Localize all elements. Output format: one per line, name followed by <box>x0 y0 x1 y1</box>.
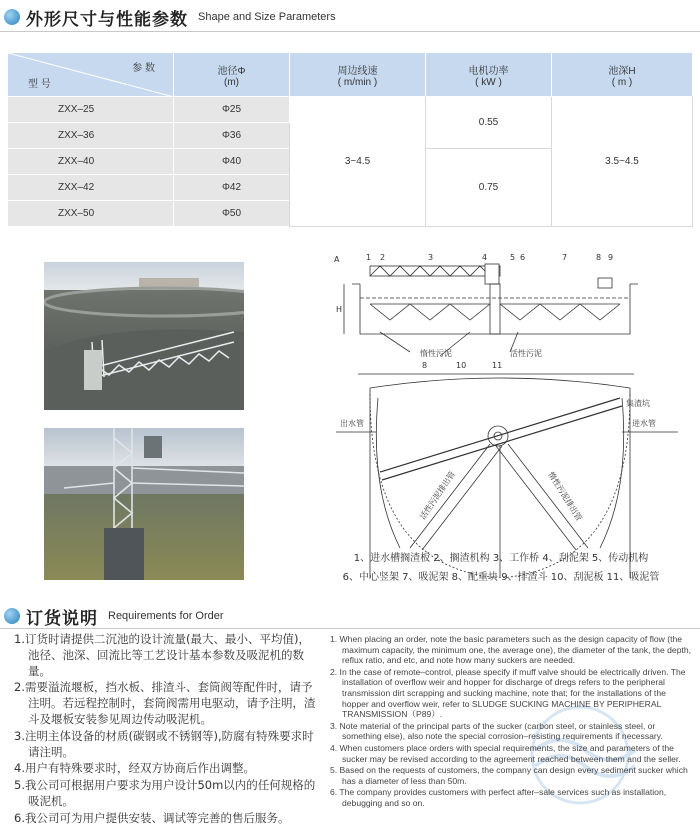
model-cell: ZXX–50 <box>8 201 174 227</box>
diameter-cell: Φ25 <box>174 97 290 123</box>
speed-cell: 3~4.5 <box>290 97 426 227</box>
table-row <box>8 97 693 123</box>
parameter-table <box>7 52 693 227</box>
diagram-number: 11 <box>492 361 503 370</box>
bullet-icon <box>4 9 20 25</box>
diagram-legend-line-2: 6、中心竖架 7、吸泥架 8、配重块 9、排渣斗 10、刮泥板 11、吸泥管 <box>342 572 660 583</box>
diagram-label-inlet: 进水管 <box>632 419 656 428</box>
diagram-label-a: A <box>334 255 340 264</box>
diagram-number: 8 <box>422 361 428 370</box>
section-header-parameters <box>0 4 336 30</box>
table-corner-header <box>8 53 174 97</box>
product-photo-1 <box>44 262 244 410</box>
list-item: 5.我公司可根据用户要求为用户设计50m以内的任何规格的吸泥机。 <box>14 778 316 808</box>
corner-label-params: 参 数 <box>132 63 155 74</box>
list-item: 4.用户有特殊要求时，经双方协商后作出调整。 <box>14 761 255 776</box>
list-item: 1. When placing an order, note the basic parameters such as the design capacity of flow (the maximum capacity, the minimum one, the average one), the diameter of the tank, the depth, reflux ratio, and etc, and note how many suckers are needed. <box>330 634 692 666</box>
photo-illustration <box>44 428 244 580</box>
list-item: 2. In the case of remote–control, please specify if muff valve should be electrically driven. The installation of overflow weir and hopper for discharge of dregs refers to the peripheral transmission dirt scrapping and sucking machine, note that; for the installations of the hopper and overflow weir, refer to SLUDGE SUCKING MACHINE BY PERIPHERAL TRANSMISSION（P89）. <box>330 666 686 720</box>
diameter-cell: Φ40 <box>174 149 290 175</box>
requirements-list-en <box>330 634 692 810</box>
column-header: 池深H ( m ) <box>552 53 693 97</box>
diagram-number: 7 <box>562 253 568 262</box>
diagram-legend-line-1: 1、进水槽搁渣板 2、搁渣机构 3、工作桥 4、刮泥架 5、传动机构 <box>353 553 649 564</box>
column-header: 周边线速 ( m/min ) <box>290 53 426 97</box>
diagram-number: 9 <box>608 253 614 262</box>
requirements-list-cn <box>14 632 320 826</box>
divider <box>0 628 700 629</box>
model-cell: ZXX–42 <box>8 175 174 201</box>
photo-illustration <box>44 262 244 410</box>
diagram-number: 1 <box>366 253 372 262</box>
diagram-label-inert: 惰性污泥 <box>420 349 452 358</box>
model-cell: ZXX–36 <box>8 123 174 149</box>
diagram-label-h: H <box>336 305 343 314</box>
corner-label-model: 型 号 <box>28 79 51 90</box>
diagram-number: 8 <box>596 253 602 262</box>
diameter-cell: Φ42 <box>174 175 290 201</box>
divider <box>0 31 700 32</box>
model-cell: ZXX–25 <box>8 97 174 123</box>
list-item: 6. The company provides customers with perfect after–sale services such as installation, debugging and so on. <box>330 787 667 808</box>
product-photo-2 <box>44 428 244 580</box>
section-title-cn: 订货说明 <box>26 608 98 629</box>
diagram-label-outlet: 出水管 <box>340 419 364 428</box>
bullet-icon <box>4 608 20 624</box>
power-cell: 0.55 <box>426 97 552 149</box>
diagram-number: 6 <box>520 253 526 262</box>
list-item: 4. When customers place orders with special requirements, the size and parameters of the sucker may be revised according to the agreement reached between them and the seller. <box>330 742 681 764</box>
list-item: 3. Note material of the principal parts of the sucker (carbon steel, or stainless steel, or something else), also note the special corrosion–resisting requirements if necessary. <box>330 720 663 742</box>
diagram-number: 10 <box>456 361 467 370</box>
diameter-cell: Φ50 <box>174 201 290 227</box>
section-title-en: Shape and Size Parameters <box>198 11 336 23</box>
section-header-requirements <box>0 603 224 629</box>
section-title-en: Requirements for Order <box>108 610 224 622</box>
diagram-number: 3 <box>428 253 434 262</box>
diagram-number: 2 <box>380 253 386 262</box>
list-item: 3.注明主体设备的材质(碳钢或不锈钢等),防腐有特殊要求时请注明。 <box>14 728 314 759</box>
list-item: 5. Based on the requests of customers, the company can design every sediment sucker which has a diameter of less than 50m. <box>330 765 688 786</box>
column-header: 池径Φ (m) <box>174 53 290 97</box>
diagram-number: 4 <box>482 253 488 262</box>
diagram-label-active: 活性污泥 <box>510 349 542 358</box>
structure-diagram <box>330 248 690 578</box>
diagram-label-inert-pipe: 惰性污泥排出管 <box>546 470 584 523</box>
list-item: 6.我公司可为用户提供安装、调试等完善的售后服务。 <box>14 810 290 825</box>
diameter-cell: Φ36 <box>174 123 290 149</box>
diagram-label-active-pipe: 活性污泥排出管 <box>418 469 457 522</box>
column-header: 电机功率 ( kW ) <box>426 53 552 97</box>
depth-cell: 3.5~4.5 <box>552 97 693 227</box>
diagram-number: 5 <box>510 253 516 262</box>
list-item: 1.订货时请提供二沉池的设计流量(最大、最小、平均值)，池径、池深、回流比等工艺设计基本参数及吸泥机的数量。 <box>14 632 310 678</box>
list-item: 2.需要溢流堰板，挡水板、排渣斗、套筒阀等配件时，请予注明。若远程控制时，套筒阀需用电驱动，请予注明，渣斗及堰板安装参见周边传动吸泥机。 <box>14 680 316 726</box>
power-cell: 0.75 <box>426 149 552 227</box>
model-cell: ZXX–40 <box>8 149 174 175</box>
section-title-cn: 外形尺寸与性能参数 <box>26 9 188 30</box>
diagram-label-scum: 集渣坑 <box>626 399 650 408</box>
